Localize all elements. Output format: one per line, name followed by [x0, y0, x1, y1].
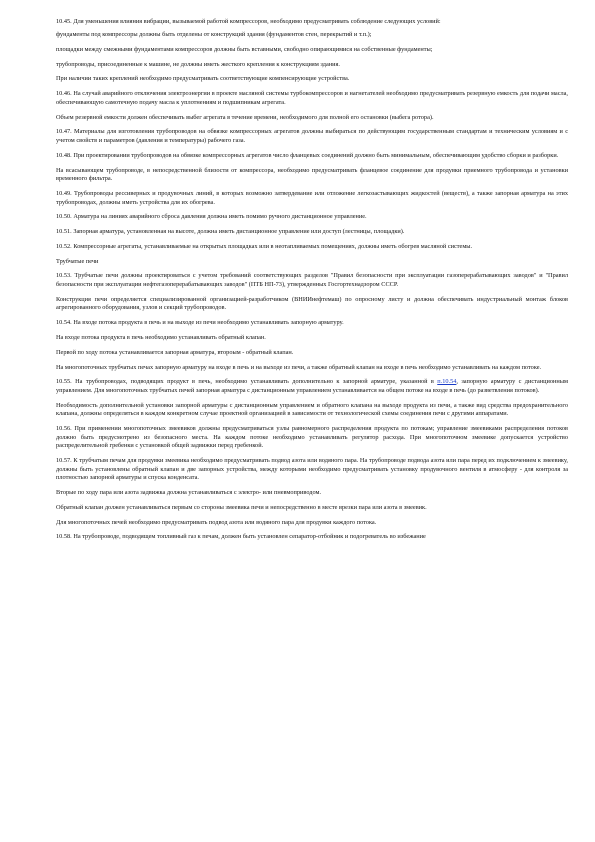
- paragraph: 10.57. К трубчатым печам для продувки змеевика необходимо предусматривать подвод азота или водяного пара. На трубопроводе подвода азота или пара перед их подключением к змеевику, должны быть установлены обратный клапан и две запорных устройства, между которыми необходимо предусматривать установку продувочного вентиля в атмосферу - для контроля за плотностью запорной арматуры и спуска конденсата.: [56, 457, 568, 482]
- paragraph: На входе потока продукта в печь необходимо устанавливать обратный клапан.: [56, 333, 266, 341]
- reference-link[interactable]: п.10.54: [437, 378, 457, 386]
- paragraph: 10.53. Трубчатые печи должны проектироваться с учетом требований соответствующих разделов "Правил безопасности при эксплуатации газоперерабатывающих заводов" и "Правил безопасности при эксплуатации нефтегазоперерабатывающих заводов" (ПТБ НП-73), утвержденных Госгортехнадзором СССР.: [56, 272, 568, 288]
- section-heading: Трубчатые печи: [56, 257, 99, 265]
- paragraph: 10.50. Арматура на линиях аварийного сброса давления должна иметь помимо ручного дистанционное управление.: [56, 213, 367, 221]
- paragraph: 10.46. На случай аварийного отключения электроэнергии в проекте масляной системы турбокомпрессоров и нагнетателей необходимо предусматривать резервную емкость для подачи масла, обеспечивающую самотечную подачу масла к уплотнениям и подшипникам агрегата.: [56, 90, 568, 106]
- paragraph: площадки между смежными фундаментами компрессоров должны быть вставными, свободно опирающимися на собственные фундаменты;: [56, 45, 433, 53]
- paragraph: 10.45. Для уменьшения влияния вибрации, вызываемой работой компрессоров, необходимо предусматривать соблюдение следующих условий:: [56, 18, 441, 25]
- paragraph: 10.56. При применении многопоточных змеевиков должны предусматриваться узлы равномерного распределения продукта по потокам; управление змеевиками распределения потоков должно быть предусмотрено из безопасного места. На каждом потоке необходимо устанавливать регулятор расхода. При многопоточном змеевике допускается устройство распределительной гребенки с установкой общей задвижки перед гребенкой.: [56, 425, 568, 450]
- paragraph: Первой по ходу потока устанавливается запорная арматура, второым - обратный клапан.: [56, 348, 294, 356]
- paragraph: Объем резервной емкости должен обеспечивать выбег агрегата в течение времени, необходимого для полной его остановки (выбега ротора).: [56, 113, 434, 121]
- paragraph: 10.48. При проектировании трубопроводов на обвязке компрессорных агрегатов число фланцевых соединений должно быть минимальным, обеспечивающим удобство сборки и разборки.: [56, 151, 559, 159]
- paragraph: На многопоточных трубчатых печах запорную арматуру на входе в печь и на выходе из печи, а также обратный клапан на входе в печь необходимо устанавливать на каждом потоке.: [56, 363, 542, 371]
- paragraph: 10.58. На трубопроводе, подводящем топливный газ к печам, должен быть установлен сепаратор-отбойник и подогреватель во избежание: [56, 533, 426, 541]
- document-page: [56, 18, 568, 548]
- paragraph: трубопроводы, присоединенные к машине, не должны иметь жесткого крепления к конструкциям здания.: [56, 60, 340, 68]
- paragraph: Необходимость дополнительной установки запорной арматуры с дистанционным управлением и обратного клапана на выходе продукта из печи, а также вид средства предохранительного клапана, должны определяться в каждом конкретном случае проектной организацией в зависимости от технологической схемы соединения печи с другими аппаратами.: [56, 401, 568, 418]
- paragraph: 10.47. Материалы для изготовления трубопроводов на обвязке компрессорных агрегатов должны выбираться по действующим государственным стандартам и техническим условиям и с учетом свойств и параметров (давления и температуры) рабочего газа.: [56, 128, 568, 144]
- paragraph: Обратный клапан должен устанавливаться первым со стороны змеевика печи и непосредственно в месте врезки пара или азота в змеевик.: [56, 503, 427, 511]
- paragraph: фундаменты под компрессоры должны быть отделены от конструкций здания (фундаментов стен, перекрытий и т.п.);: [56, 31, 372, 39]
- paragraph: Конструкция печи определяется специализированной организацией-разработчиком (ВНИИнефтемаш) по опросному листу и должна обеспечивать индустриальный монтаж блоков агрегированного оборудования, узлов и секций трубопроводов.: [56, 295, 568, 312]
- paragraph: 10.49. Трубопроводы рессиверных и продувочных линий, в которых возможно затвердевание или отложение легкозастывающих жидкостей (веществ), а также запорная арматура на этих трубопроводах, должны иметь устройства для их обогрева.: [56, 189, 568, 206]
- paragraph: На всасывающем трубопроводе, в непосредственной близости от компрессора, необходимо предусматривать фланцевое соединение для продувки приемного трубопровода и установки временного фильтра.: [56, 166, 568, 183]
- paragraph: При наличии таких креплений необходимо предусматривать соответствующие компенсирующие устройства.: [56, 75, 350, 83]
- paragraph: 10.54. На входе потока продукта в печь и на выходе из печи необходимо устанавливать запорную арматуру.: [56, 319, 344, 327]
- paragraph: 10.52. Компрессорные агрегаты, устанавливаемые на открытых площадках или в неотапливаемых помещениях, должны иметь обогрев масляной системы.: [56, 242, 473, 250]
- paragraph: Для многопоточных печей необходимо предусматривать подвод азота или водяного пара для продувки каждого потока.: [56, 518, 377, 526]
- paragraph-10-55: [56, 378, 568, 395]
- paragraph-text: 10.55. На трубопроводах, подводящих продукт в печь, необходимо устанавливать дополнительно к запорной арматуре, указанной в: [56, 378, 438, 386]
- paragraph-text: , запорную арматуру с дистанционным управлением. Для многопоточных трубчатых печей запорная арматура с дистанционным управлением устанавливается на общем потоке на входе в печь (до разветвления потоков).: [56, 378, 568, 394]
- paragraph: 10.51. Запорная арматура, установленная на высоте, должна иметь дистанционное управление или доступ (лестницы, площадки).: [56, 228, 405, 236]
- paragraph: Вторые по ходу пара или азота задвижка должна устанавливаться с электро- или пневмоприводом.: [56, 488, 322, 496]
